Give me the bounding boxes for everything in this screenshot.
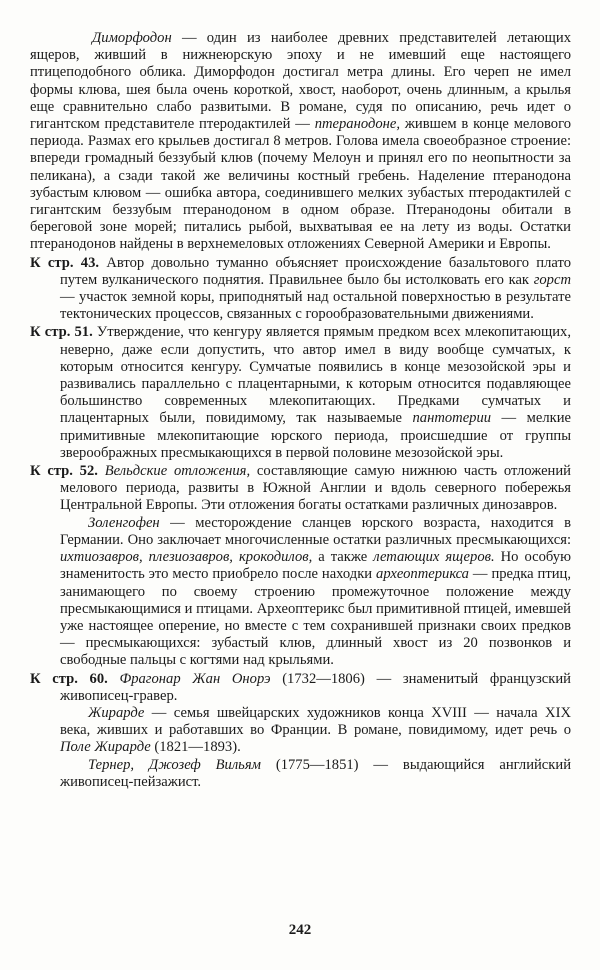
term-fragonard: Фрагонар Жан Онорэ xyxy=(119,670,271,687)
paragraph-turner: Тернер, Джозеф Вильям (1775—1851) — выдающийся английский живописец-пейзажист. xyxy=(60,756,571,790)
note-page-52: К стр. 52. Вельдские отложения, составляющие самую нижнюю часть отложений мелового периода, развиты в Южной Англии и вдоль северного побережья Центральной Европы. Эти отложения богаты остатками различных динозавров. xyxy=(30,463,571,514)
term-pteranodon: птеранодоне, xyxy=(314,116,400,133)
term-archaeopteryx: археоптерикса xyxy=(376,566,469,583)
note-page-51: К стр. 51. Утверждение, что кенгуру является прямым предком всех млекопитающих, неверно, даже если допустить, что автор имел в виду вообще сумчатых, к которым относится кенгуру. Сумчатые появились в конце мезозойской эры и развивались параллельно с плацентарными, к которым относится подавляющее большинство современных млекопитающих. Предками сумчатых и плацентарных были, повидимому, так называемые пантотерии — мелкие примитивные млекопитающие юрского периода, происшедшие от группы звероображных пресмыкающихся в первой половине мезозойской эры. xyxy=(30,324,571,461)
note-page-60: К стр. 60. Фрагонар Жан Онорэ (1732—1806) — знаменитый французский живописец-гравер. xyxy=(30,670,571,704)
term-flying-lizards: летающих ящеров. xyxy=(373,549,495,566)
paragraph-solnhofen: Золенгофен — месторождение сланцев юрского возраста, находится в Германии. Оно заключает многочисленные остатки различных пресмыкающихся: ихтиозавров, плезиозавров, крокодилов, а также летающих ящеров. Но особую знаменитость это место приобрело после находки археоптерикса — предка птиц, занимающего по своему строению промежуточное положение между пресмыкающимися и птицами. Археоптерикс был примитивной птицей, имевшей уже настоящее оперение, но вместе с тем сохранившей признаки своих предков — пресмыкающихся: зубастый клюв, длинный хвост из 20 позвонков и свободные пальцы с когтями над крыльями. xyxy=(60,514,571,669)
page-reference: К стр. 60. xyxy=(30,670,108,687)
term-pantotheria: пантотерии xyxy=(412,410,492,427)
term-horst: горст xyxy=(533,271,571,288)
paragraph-girardet: Жирарде — семья швейцарских художников конца XVIII — начала XIX века, живших и работавших во Франции. В романе, повидимому, идет речь о Поле Жирарде (1821—1893). xyxy=(60,704,571,756)
term-paul-girardet: Поле Жирарде xyxy=(60,739,151,756)
page-reference: К стр. 43. xyxy=(30,254,100,271)
term-wealden: Вельдские отложения, xyxy=(104,463,251,480)
term-dimorphodon: Диморфодон xyxy=(92,30,172,46)
page-content xyxy=(30,30,571,791)
term-turner: Тернер, Джозеф Вильям xyxy=(88,756,261,773)
paragraph-dimorphodon: Диморфодон — один из наиболее древних представителей летающих ящеров, живший в нижнеюрскую эпоху и не имевший еще настоящего птицеподобного облика. Диморфодон достигал метра длины. Его череп не имел формы клюва, шея была очень короткой, хвост, наоборот, очень длинным, а крылья еще сравнительно слабо развитыми. В романе, судя по описанию, речь идет о гигантском представителе птеродактилей — птеранодоне, жившем в конце мелового периода. Размах его крыльев достигал 8 метров. Голова имела своеобразное строение: впереди громадный беззубый клюв (почему Мелоун и принял его по неопытности за пеликана), а сзади такой же величины костный гребень. Наделение птеранодона зубастым клювом — ошибка автора, соединившего мелких зубастых птеродактилей с гигантским беззубым птеранодоном в одном образе. Птеранодоны обитали в береговой зоне морей; питались рыбой, выхватывая ее на лету из воды. Остатки птеранодонов найдены в верхнемеловых отложениях Северной Америки и Европы. xyxy=(30,30,571,253)
term-girardet: Жирарде xyxy=(88,704,145,721)
page-reference: К стр. 51. xyxy=(30,324,93,341)
page-reference: К стр. 52. xyxy=(30,463,98,480)
note-page-43: К стр. 43. Автор довольно туманно объясняет происхождение базальтового плато путем вулканического поднятия. Правильнее было бы истолковать его как горст — участок земной коры, приподнятый над остальной поверхностью в результате тектонических процессов, связанных с горообразовательными движениями. xyxy=(30,254,571,323)
term-solnhofen: Золенгофен xyxy=(88,514,160,531)
page-number: 242 xyxy=(288,922,312,938)
term-reptiles: ихтиозавров, плезиозавров, крокодилов, xyxy=(60,549,313,566)
